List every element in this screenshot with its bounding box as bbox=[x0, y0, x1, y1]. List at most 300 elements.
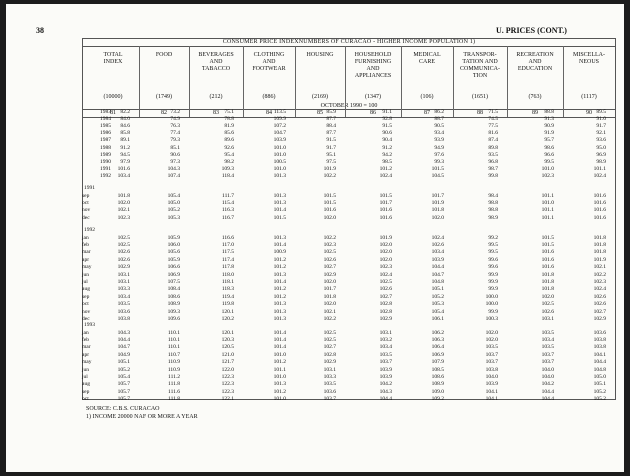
column-header-line: EDUCATION bbox=[517, 66, 553, 72]
month-label: apr bbox=[82, 256, 90, 263]
column-header-line: MISCELLA- bbox=[573, 52, 605, 58]
table-cell: 103.7 bbox=[541, 351, 554, 358]
table-cell: 116.6 bbox=[221, 234, 234, 241]
month-label: jun bbox=[82, 366, 90, 373]
table-cell: 103.7 bbox=[541, 359, 554, 366]
column-weight: (2169) bbox=[312, 94, 328, 100]
table-cell: 103.7 bbox=[485, 351, 498, 358]
table-cell: 102.1 bbox=[323, 308, 336, 315]
table-cell: 99.9 bbox=[488, 271, 498, 278]
table-cell: 102.9 bbox=[323, 271, 336, 278]
table-cell: 105.1 bbox=[431, 286, 444, 293]
table-cell: 101.7 bbox=[379, 199, 392, 206]
month-label: sep bbox=[82, 388, 90, 395]
table-cell: 101.0 bbox=[273, 396, 286, 403]
month-label: oct bbox=[82, 301, 89, 308]
table-cell: 117.4 bbox=[221, 256, 234, 263]
table-cell: 97.6 bbox=[434, 151, 444, 158]
table-cell: 101.6 bbox=[541, 256, 554, 263]
table-cell: 104.7 bbox=[273, 130, 286, 137]
table-cell: 103.4 bbox=[379, 344, 392, 351]
table-cell: 87.7 bbox=[326, 116, 336, 123]
table-cell: 101.5 bbox=[323, 192, 336, 199]
table-cell: 105.2 bbox=[167, 207, 180, 214]
table-cell: 111.6 bbox=[168, 388, 180, 395]
table-cell: 105.2 bbox=[593, 396, 606, 403]
table-cell: 101.3 bbox=[273, 271, 286, 278]
table-cell: 102.7 bbox=[323, 264, 336, 271]
table-cell: 102.8 bbox=[379, 308, 392, 315]
table-cell: 101.3 bbox=[273, 199, 286, 206]
table-cell: 102.5 bbox=[117, 241, 130, 248]
table-cell: 99.6 bbox=[488, 264, 498, 271]
column-header-line: AND bbox=[209, 59, 223, 65]
table-cell: 106.9 bbox=[167, 271, 180, 278]
table-cell: 102.0 bbox=[541, 293, 554, 300]
column-header-line: INDEX bbox=[103, 59, 123, 65]
title-rule bbox=[83, 46, 615, 47]
table-cell: 104.2 bbox=[379, 381, 392, 388]
month-label: mar bbox=[82, 344, 91, 351]
table-cell: 106.2 bbox=[431, 329, 444, 336]
table-cell: 102.1 bbox=[593, 264, 606, 271]
column-header bbox=[507, 52, 563, 73]
month-label: 1984 bbox=[100, 116, 111, 123]
footnote-income: 1) INCOME 20000 NAF OR MORE A YEAR bbox=[86, 414, 198, 420]
table-cell: 101.5 bbox=[273, 214, 286, 221]
table-cell: 79.3 bbox=[170, 137, 180, 144]
table-cell: 109.3 bbox=[221, 165, 234, 172]
table-cell: 98.7 bbox=[488, 165, 498, 172]
month-label: nov bbox=[82, 308, 91, 315]
table-cell: 101.4 bbox=[273, 207, 286, 214]
month-label: 1992 bbox=[100, 172, 111, 179]
table-cell: 118.4 bbox=[221, 172, 234, 179]
table-cell: 101.0 bbox=[273, 351, 286, 358]
table-cell: 101.4 bbox=[273, 336, 286, 343]
column-weight: (886) bbox=[262, 94, 276, 100]
table-cell: 101.6 bbox=[593, 207, 606, 214]
table-cell: 103.6 bbox=[117, 308, 130, 315]
table-cell: 101.8 bbox=[593, 241, 606, 248]
table-cell: 102.5 bbox=[379, 278, 392, 285]
table-cell: 98.8 bbox=[488, 207, 498, 214]
column-header bbox=[189, 52, 243, 73]
table-cell: 102.6 bbox=[541, 308, 554, 315]
table-cell: 103.9 bbox=[485, 381, 498, 388]
table-cell: 102.3 bbox=[379, 264, 392, 271]
table-cell: 111.2 bbox=[168, 373, 180, 380]
table-cell: 95.0 bbox=[596, 144, 606, 151]
table-cell: 102.0 bbox=[379, 249, 392, 256]
table-cell: 97.3 bbox=[170, 158, 180, 165]
table-cell: 101.6 bbox=[117, 165, 130, 172]
table-cell: 102.9 bbox=[323, 359, 336, 366]
table-cell: 81.6 bbox=[488, 130, 498, 137]
table-cell: 92.6 bbox=[224, 144, 234, 151]
table-cell: 73.2 bbox=[170, 109, 180, 115]
column-header-line: TABACCO bbox=[201, 66, 231, 72]
table-cell: 108.6 bbox=[431, 373, 444, 380]
table-cell: 89.5 bbox=[596, 109, 606, 115]
month-label: aug bbox=[82, 286, 90, 293]
table-cell: 102.9 bbox=[379, 315, 392, 322]
table-cell: 101.6 bbox=[379, 207, 392, 214]
table-cell: 102.5 bbox=[323, 336, 336, 343]
table-cell: 105.4 bbox=[431, 308, 444, 315]
table-cell: 95.1 bbox=[326, 151, 336, 158]
table-cell: 104.7 bbox=[117, 344, 130, 351]
table-cell: 102.3 bbox=[541, 172, 554, 179]
table-cell: 101.1 bbox=[541, 192, 554, 199]
table-cell: 102.4 bbox=[379, 172, 392, 179]
table-cell: 103.4 bbox=[431, 249, 444, 256]
table-cell: 101.6 bbox=[541, 249, 554, 256]
table-cell: 109.0 bbox=[431, 388, 444, 395]
table-cell: 98.9 bbox=[596, 158, 606, 165]
table-cell: 101.2 bbox=[273, 388, 286, 395]
table-cell: 99.9 bbox=[488, 286, 498, 293]
table-cell: 103.9 bbox=[379, 366, 392, 373]
table-cell: 101.9 bbox=[379, 234, 392, 241]
column-number: 82 bbox=[161, 110, 167, 116]
month-label: jan bbox=[82, 234, 89, 241]
table-cell: 103.4 bbox=[117, 293, 130, 300]
table-cell: 101.6 bbox=[379, 214, 392, 221]
table-cell: 71.5 bbox=[488, 109, 498, 115]
month-label: apr bbox=[82, 351, 90, 358]
table-cell: 102.0 bbox=[431, 214, 444, 221]
table-cell: 101.7 bbox=[323, 286, 336, 293]
column-header-line: AND bbox=[528, 59, 542, 65]
column-header-line: TRANSPOR- bbox=[463, 52, 497, 58]
table-cell: 110.1 bbox=[167, 336, 180, 343]
table-cell: 105.4 bbox=[117, 373, 130, 380]
table-cell: 98.5 bbox=[382, 158, 392, 165]
column-header-line: HOUSING bbox=[306, 52, 334, 58]
table-cell: 106.4 bbox=[431, 344, 444, 351]
month-label: 1986 bbox=[100, 130, 111, 137]
column-header-line: CARE bbox=[418, 59, 435, 65]
column-header-line: AND bbox=[262, 59, 276, 65]
table-cell: 101.8 bbox=[593, 249, 606, 256]
column-header-line: TATION AND bbox=[462, 59, 498, 65]
table-cell: 98.9 bbox=[488, 214, 498, 221]
table-cell: 85.6 bbox=[224, 130, 234, 137]
table-cell: 101.0 bbox=[541, 199, 554, 206]
month-label: sep bbox=[82, 293, 90, 300]
column-header-line: HOUSEHOLD bbox=[354, 52, 392, 58]
table-cell: 96.8 bbox=[488, 158, 498, 165]
table-cell: 101.9 bbox=[323, 165, 336, 172]
table-cell: 119.4 bbox=[221, 293, 234, 300]
table-cell: 103.5 bbox=[117, 301, 130, 308]
table-cell: 99.5 bbox=[488, 241, 498, 248]
table-cell: 84.0 bbox=[120, 116, 130, 123]
table-cell: 99.5 bbox=[488, 249, 498, 256]
table-cell: 122.0 bbox=[221, 366, 234, 373]
table-cell: 117.0 bbox=[221, 241, 234, 248]
table-cell: 91.9 bbox=[544, 130, 554, 137]
table-cell: 105.3 bbox=[167, 214, 180, 221]
table-cell: 102.6 bbox=[117, 249, 130, 256]
table-cell: 101.9 bbox=[431, 199, 444, 206]
column-weight: (10000) bbox=[103, 94, 123, 100]
column-header bbox=[345, 52, 401, 80]
table-cell: 94.5 bbox=[120, 151, 130, 158]
table-cell: 106.1 bbox=[431, 315, 444, 322]
table-cell: 91.7 bbox=[596, 123, 606, 130]
table-cell: 102.3 bbox=[593, 278, 606, 285]
table-cell: 110.9 bbox=[167, 366, 180, 373]
table-cell: 91.5 bbox=[326, 137, 336, 144]
table-cell: 102.0 bbox=[323, 301, 336, 308]
table-cell: 101.6 bbox=[323, 207, 336, 214]
table-cell: 106.0 bbox=[167, 241, 180, 248]
table-cell: 101.0 bbox=[273, 151, 286, 158]
table-cell: 110.7 bbox=[167, 351, 180, 358]
table-cell: 117.8 bbox=[221, 264, 234, 271]
column-header bbox=[453, 52, 507, 80]
table-cell: 107.2 bbox=[273, 123, 286, 130]
table-cell: 103.5 bbox=[323, 381, 336, 388]
table-cell: 122.3 bbox=[221, 388, 234, 395]
column-number: 90 bbox=[586, 110, 592, 116]
table-cell: 106.3 bbox=[431, 336, 444, 343]
table-cell: 99.9 bbox=[488, 308, 498, 315]
table-cell: 111.8 bbox=[168, 381, 180, 388]
table-cell: 104.4 bbox=[379, 396, 392, 403]
month-label: 1989 bbox=[100, 151, 111, 158]
table-cell: 102.6 bbox=[593, 301, 606, 308]
table-cell: 105.3 bbox=[431, 301, 444, 308]
table-cell: 103.6 bbox=[323, 388, 336, 395]
month-label: aug bbox=[82, 381, 90, 388]
table-cell: 105.1 bbox=[593, 381, 606, 388]
month-label: may bbox=[82, 359, 92, 366]
table-cell: 105.4 bbox=[167, 192, 180, 199]
table-cell: 108.4 bbox=[167, 286, 180, 293]
table-cell: 101.2 bbox=[273, 264, 286, 271]
table-cell: 99.2 bbox=[488, 234, 498, 241]
month-label: 1991 bbox=[100, 165, 111, 172]
table-cell: 103.1 bbox=[323, 366, 336, 373]
column-header-line: CLOTHING bbox=[253, 52, 285, 58]
table-cell: 105.2 bbox=[593, 388, 606, 395]
table-cell: 90.6 bbox=[170, 151, 180, 158]
table-cell: 103.7 bbox=[379, 359, 392, 366]
table-cell: 104.3 bbox=[167, 165, 180, 172]
table-cell: 91.3 bbox=[544, 116, 554, 123]
table-cell: 101.1 bbox=[541, 214, 554, 221]
table-cell: 103.6 bbox=[593, 329, 606, 336]
table-cell: 102.5 bbox=[323, 249, 336, 256]
table-cell: 101.1 bbox=[593, 165, 606, 172]
table-cell: 106.6 bbox=[167, 264, 180, 271]
table-cell: 77.4 bbox=[170, 130, 180, 137]
column-header-line: BEVERAGES bbox=[198, 52, 234, 58]
table-title: CONSUMER PRICE INDEXNUMBERS OF CURACAO - HIGHER INCOME POPULATION 1) bbox=[222, 39, 476, 45]
column-header-line: RECREATION bbox=[516, 52, 554, 58]
group-year-label: 1992 bbox=[84, 227, 95, 233]
table-cell: 102.5 bbox=[117, 234, 130, 241]
table-cell: 92.8 bbox=[382, 116, 392, 123]
table-cell: 93.5 bbox=[488, 151, 498, 158]
column-number: 88 bbox=[477, 110, 483, 116]
table-cell: 101.4 bbox=[273, 241, 286, 248]
table-cell: 120.2 bbox=[221, 315, 234, 322]
column-weight: (1651) bbox=[472, 94, 488, 100]
table-cell: 104.0 bbox=[541, 366, 554, 373]
table-cell: 104.4 bbox=[593, 359, 606, 366]
table-cell: 119.8 bbox=[221, 301, 234, 308]
month-label: jun bbox=[82, 271, 90, 278]
table-cell: 103.9 bbox=[273, 137, 286, 144]
table-cell: 101.3 bbox=[273, 308, 286, 315]
table-cell: 101.8 bbox=[593, 234, 606, 241]
table-cell: 100.0 bbox=[485, 293, 498, 300]
table-cell: 116.3 bbox=[221, 207, 234, 214]
table-cell: 120.1 bbox=[221, 329, 234, 336]
table-cell: 103.8 bbox=[485, 366, 498, 373]
table-cell: 86.2 bbox=[434, 109, 444, 115]
table-cell: 92.1 bbox=[596, 130, 606, 137]
table-cell: 102.7 bbox=[593, 308, 606, 315]
table-cell: 101.0 bbox=[541, 165, 554, 172]
table-cell: 91.2 bbox=[120, 144, 130, 151]
table-cell: 91.2 bbox=[382, 144, 392, 151]
table-cell: 101.3 bbox=[273, 172, 286, 179]
table-cell: 103.1 bbox=[117, 278, 130, 285]
table-cell: 77.5 bbox=[488, 123, 498, 130]
table-cell: 103.4 bbox=[541, 336, 554, 343]
base-period-note: OCTOBER 1990 = 100 bbox=[320, 103, 378, 109]
table-cell: 103.5 bbox=[541, 329, 554, 336]
table-cell: 104.1 bbox=[593, 351, 606, 358]
group-year-label: 1993 bbox=[84, 322, 95, 328]
table-cell: 101.8 bbox=[431, 207, 444, 214]
month-label: 1988 bbox=[100, 144, 111, 151]
table-cell: 101.2 bbox=[273, 359, 286, 366]
table-cell: 103.8 bbox=[117, 315, 130, 322]
table-cell: 97.9 bbox=[120, 158, 130, 165]
table-cell: 105.7 bbox=[117, 381, 130, 388]
month-label: jul bbox=[82, 278, 88, 285]
column-header-line: MEDICAL bbox=[413, 52, 441, 58]
table-cell: 109.2 bbox=[431, 396, 444, 403]
table-cell: 98.8 bbox=[488, 199, 498, 206]
month-label: feb bbox=[82, 336, 90, 343]
column-header bbox=[243, 52, 295, 73]
table-cell: 102.2 bbox=[593, 271, 606, 278]
table-cell: 98.2 bbox=[224, 158, 234, 165]
month-label: sep bbox=[82, 192, 90, 199]
table-cell: 93.6 bbox=[596, 137, 606, 144]
table-cell: 105.7 bbox=[117, 396, 130, 403]
table-cell: 102.3 bbox=[117, 214, 130, 221]
month-label: 1985 bbox=[100, 123, 111, 130]
footnote-source: SOURCE: C.B.S. CURACAO bbox=[86, 406, 160, 412]
table-cell: 104.3 bbox=[379, 388, 392, 395]
table-cell: 91.1 bbox=[382, 109, 392, 115]
table-cell: 101.6 bbox=[593, 214, 606, 221]
table-cell: 122.1 bbox=[221, 396, 234, 403]
table-cell: 91.7 bbox=[326, 144, 336, 151]
table-cell: 109.6 bbox=[167, 315, 180, 322]
table-cell: 102.2 bbox=[323, 315, 336, 322]
column-weight: (1347) bbox=[365, 94, 381, 100]
column-weight: (106) bbox=[420, 94, 434, 100]
table-cell: 100.5 bbox=[273, 158, 286, 165]
table-cell: 103.5 bbox=[379, 351, 392, 358]
table-cell: 101.6 bbox=[541, 264, 554, 271]
column-number: 87 bbox=[424, 110, 430, 116]
table-cell: 102.0 bbox=[485, 329, 498, 336]
month-label: oct bbox=[82, 199, 89, 206]
table-cell: 109.9 bbox=[273, 116, 286, 123]
table-cell: 101.2 bbox=[273, 286, 286, 293]
table-cell: 85.9 bbox=[326, 109, 336, 115]
table-cell: 104.7 bbox=[431, 271, 444, 278]
table-cell: 88.4 bbox=[326, 123, 336, 130]
month-label: nov bbox=[82, 207, 91, 214]
table-cell: 102.0 bbox=[323, 214, 336, 221]
table-cell: 104.5 bbox=[431, 172, 444, 179]
table-cell: 103.9 bbox=[431, 256, 444, 263]
table-cell: 81.9 bbox=[224, 123, 234, 130]
column-header-line: FURNISHING bbox=[354, 59, 392, 65]
table-cell: 95.7 bbox=[544, 137, 554, 144]
table-cell: 105.2 bbox=[117, 366, 130, 373]
table-cell: 101.5 bbox=[323, 199, 336, 206]
table-cell: 99.8 bbox=[488, 172, 498, 179]
table-cell: 84.6 bbox=[120, 123, 130, 130]
table-cell: 90.4 bbox=[382, 137, 392, 144]
page-number: 38 bbox=[36, 26, 44, 35]
table-cell: 101.8 bbox=[541, 278, 554, 285]
table-cell: 102.5 bbox=[541, 301, 554, 308]
table-cell: 103.8 bbox=[593, 344, 606, 351]
table-cell: 99.9 bbox=[488, 278, 498, 285]
table-cell: 74.9 bbox=[170, 116, 180, 123]
table-cell: 89.6 bbox=[224, 137, 234, 144]
table-cell: 82.2 bbox=[120, 109, 130, 115]
table-cell: 101.0 bbox=[273, 373, 286, 380]
table-cell: 106.9 bbox=[431, 351, 444, 358]
table-cell: 90.9 bbox=[544, 123, 554, 130]
column-header-line: NEOUS bbox=[578, 59, 599, 65]
table-cell: 103.5 bbox=[485, 344, 498, 351]
table-cell: 93.4 bbox=[434, 130, 444, 137]
table-cell: 101.1 bbox=[541, 207, 554, 214]
table-cell: 101.6 bbox=[593, 192, 606, 199]
table-cell: 102.4 bbox=[593, 286, 606, 293]
table-cell: 101.4 bbox=[273, 329, 286, 336]
table-cell: 108.5 bbox=[431, 366, 444, 373]
table-cell: 90.5 bbox=[434, 123, 444, 130]
table-cell: 101.6 bbox=[593, 199, 606, 206]
table-cell: 93.9 bbox=[434, 137, 444, 144]
table-cell: 102.6 bbox=[431, 241, 444, 248]
table-cell: 101.3 bbox=[273, 381, 286, 388]
table-cell: 102.0 bbox=[379, 256, 392, 263]
table-cell: 85.1 bbox=[170, 144, 180, 151]
month-label: jul bbox=[82, 373, 88, 380]
table-cell: 91.5 bbox=[382, 123, 392, 130]
table-cell: 104.3 bbox=[117, 329, 130, 336]
table-cell: 101.8 bbox=[323, 293, 336, 300]
table-cell: 103.9 bbox=[379, 373, 392, 380]
